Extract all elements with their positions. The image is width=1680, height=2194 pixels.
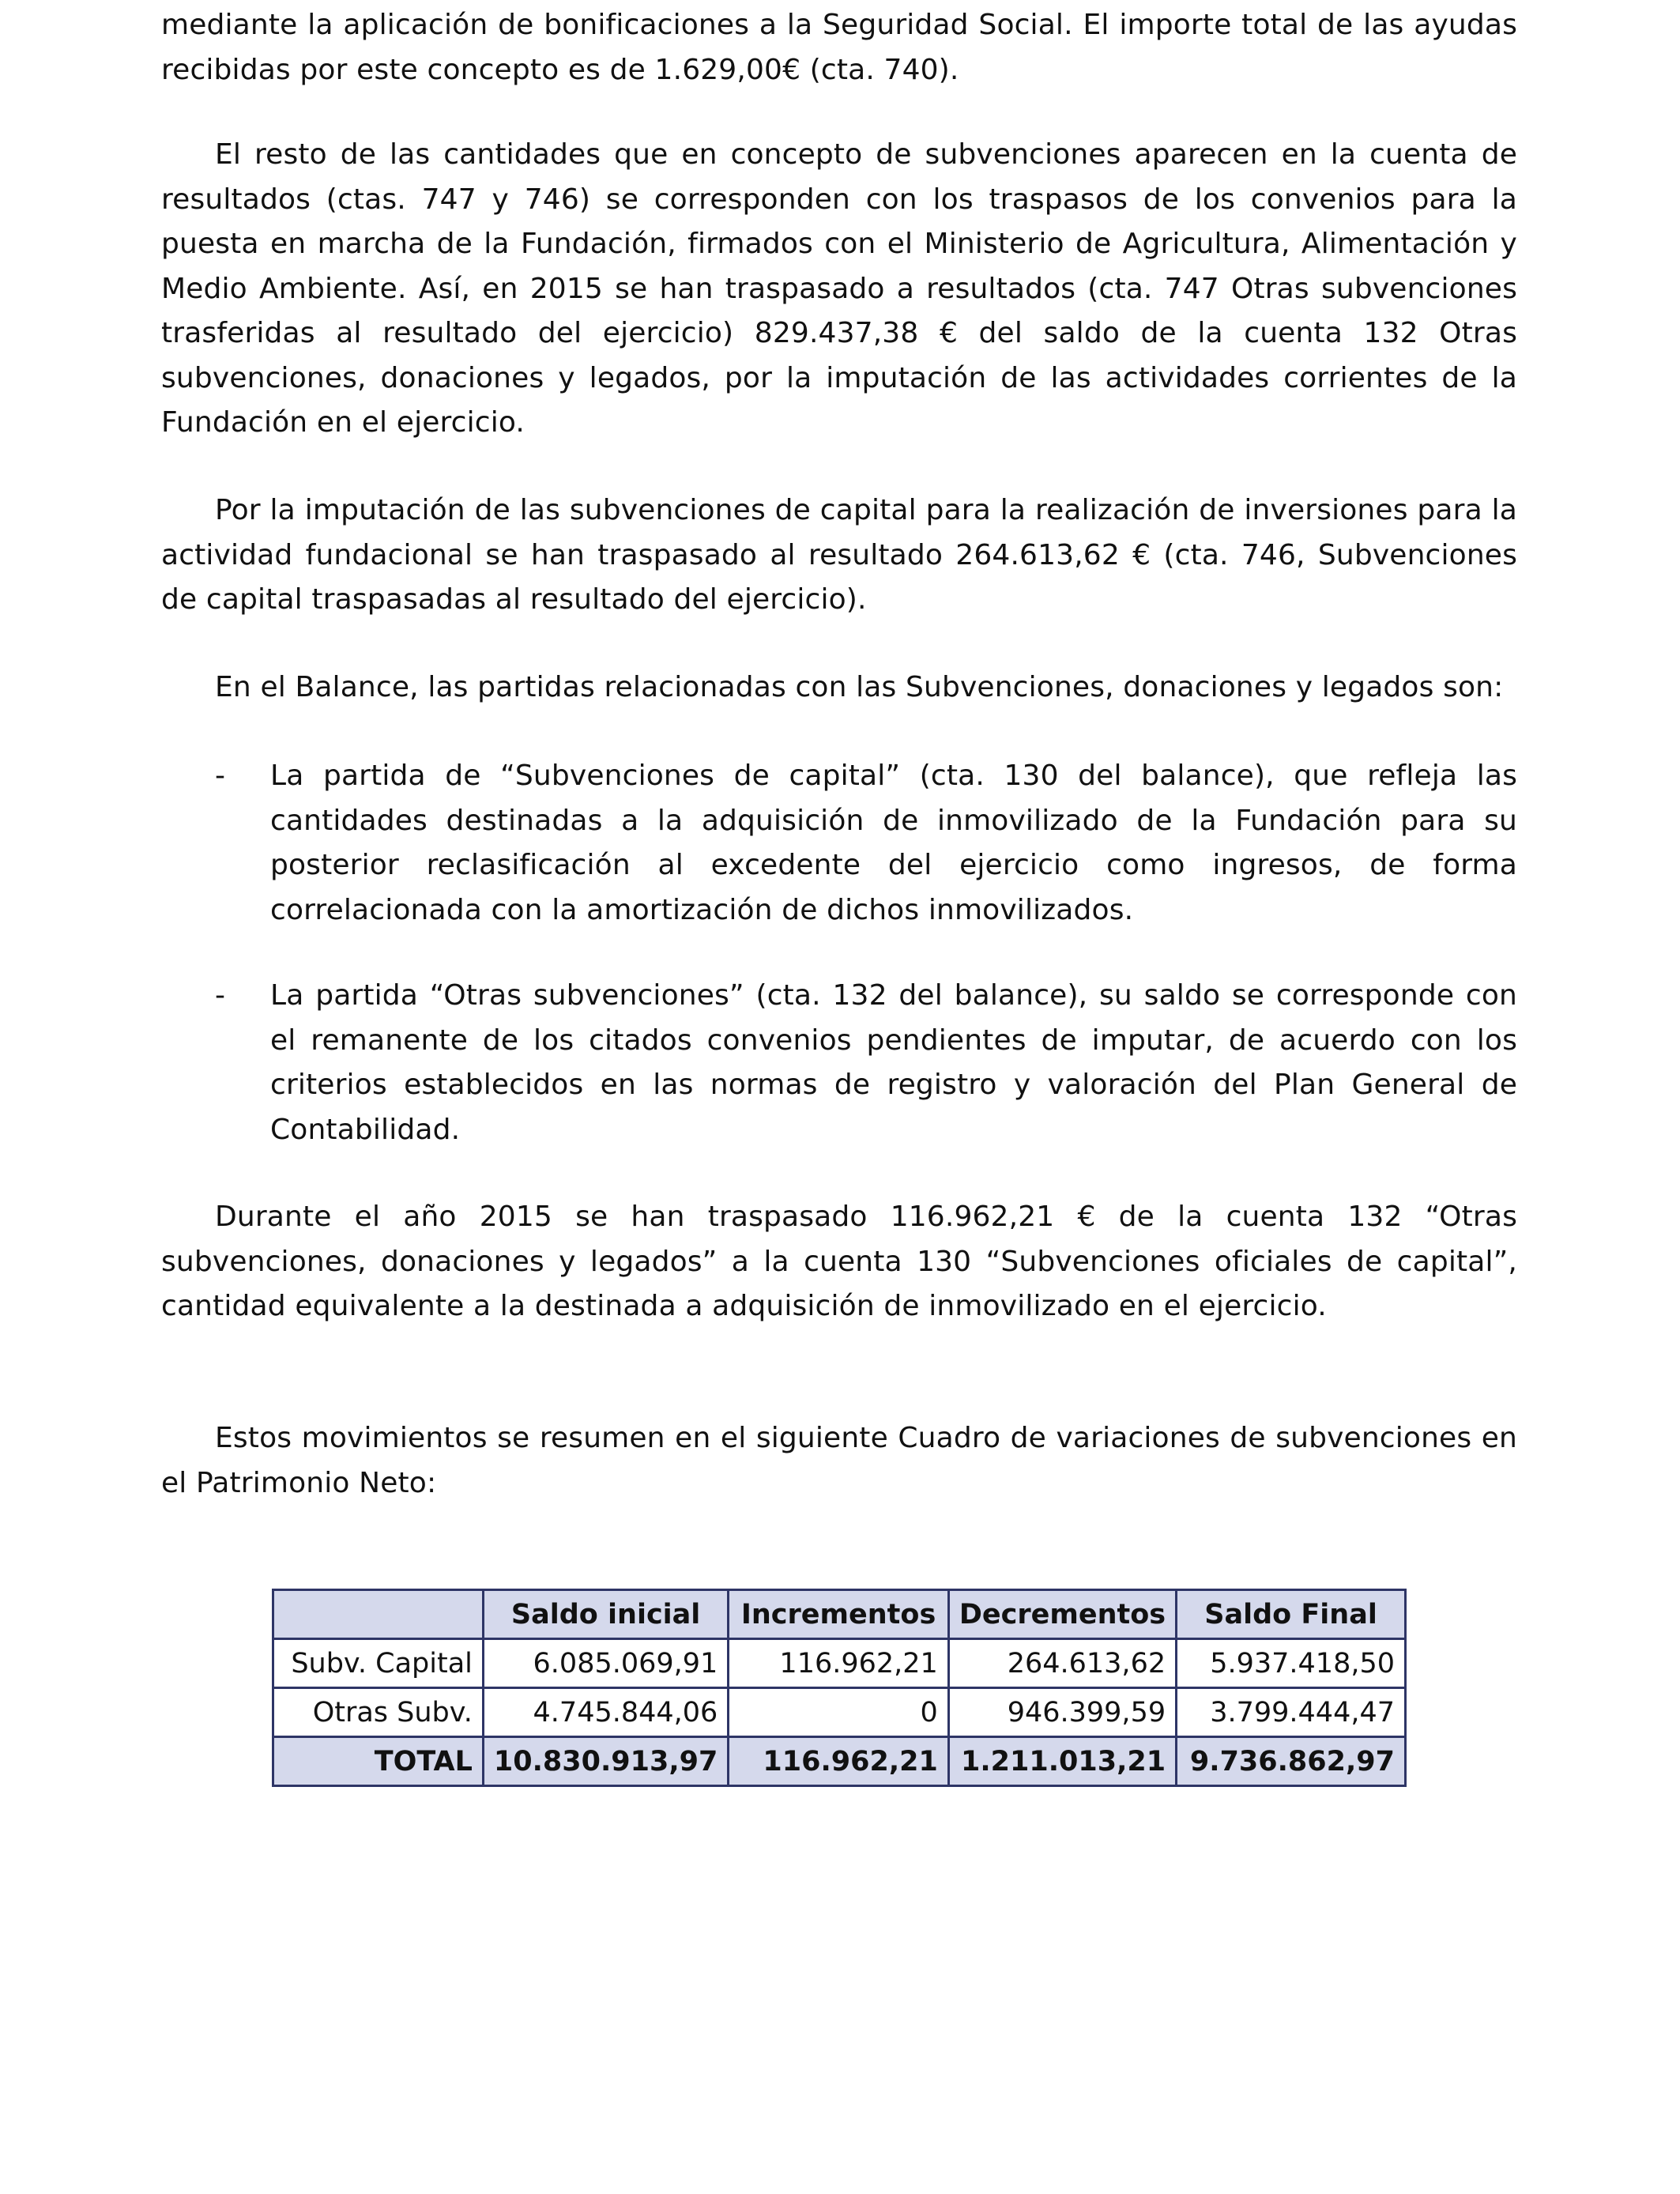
- table-cell: 116.962,21: [729, 1639, 949, 1688]
- table-header-cell: Saldo Final: [1177, 1590, 1406, 1639]
- row-label: Otras Subv.: [273, 1688, 484, 1737]
- paragraph-subvenciones-capital: Por la imputación de las subvenciones de capital para la realización de inversiones para la actividad fundacional se han traspasado al resultado 264.613,62 € (cta. 746, Subvenciones de capital traspasadas al resultado del ejercicio).: [161, 494, 1517, 616]
- bullet-text: La partida “Otras subvenciones” (cta. 132 del balance), su saldo se corresponde con el remanente de los citados convenios pendientes de imputar, de acuerdo con los criterios establecidos en las normas de registro y valoración del Plan General de Contabilidad.: [270, 979, 1517, 1146]
- bullet-item-subvenciones-capital: [161, 754, 1517, 933]
- bullet-item-otras-subvenciones: [161, 974, 1517, 1152]
- table-cell: 6.085.069,91: [483, 1639, 728, 1688]
- table-cell: 1.211.013,21: [948, 1737, 1176, 1786]
- bullet-dash: -: [215, 979, 225, 1012]
- bullet-dash: -: [215, 760, 225, 792]
- paragraph-balance-partidas: En el Balance, las partidas relacionadas con las Subvenciones, donaciones y legados son:: [215, 671, 1504, 703]
- table-header-row: [273, 1590, 1406, 1639]
- paragraph-bonificaciones: mediante la aplicación de bonificaciones a la Seguridad Social. El importe total de las ayudas recibidas por este concepto es de 1.629,00€ (cta. 740).: [161, 9, 1517, 86]
- table-row: [273, 1688, 1406, 1737]
- table-total-row: [273, 1737, 1406, 1786]
- table-row: [273, 1639, 1406, 1688]
- table-header-cell: [273, 1590, 484, 1639]
- paragraph-resumen-cuadro: Estos movimientos se resumen en el siguiente Cuadro de variaciones de subvenciones en el Patrimonio Neto:: [161, 1422, 1517, 1499]
- row-label: TOTAL: [273, 1737, 484, 1786]
- table-cell: 0: [729, 1688, 949, 1737]
- table-header-cell: Incrementos: [729, 1590, 949, 1639]
- table-cell: 116.962,21: [729, 1737, 949, 1786]
- paragraph-traspaso-2015: Durante el año 2015 se han traspasado 116.962,21 € de la cuenta 132 “Otras subvenciones, donaciones y legados” a la cuenta 130 “Subvenciones oficiales de capital”, cantidad equivalente a la destinada a adquisición de inmovilizado en el ejercicio.: [161, 1201, 1517, 1322]
- row-label: Subv. Capital: [273, 1639, 484, 1688]
- table-cell: 264.613,62: [948, 1639, 1176, 1688]
- paragraph-traspasos-convenios: El resto de las cantidades que en concepto de subvenciones aparecen en la cuenta de resultados (ctas. 747 y 746) se corresponden con los traspasos de los convenios para la puesta en marcha de la Fundación, firmados con el Ministerio de Agricultura, Alimentación y Medio Ambiente. Así, en 2015 se han traspasado a resultados (cta. 747 Otras subvenciones trasferidas al resultado del ejercicio) 829.437,38 € del saldo de la cuenta 132 Otras subvenciones, donaciones y legados, por la imputación de las actividades corrientes de la Fundación en el ejercicio.: [161, 138, 1517, 439]
- table-cell: 946.399,59: [948, 1688, 1176, 1737]
- table-cell: 4.745.844,06: [483, 1688, 728, 1737]
- bullet-text: La partida de “Subvenciones de capital” (cta. 130 del balance), que refleja las cantidades destinadas a la adquisición de inmovilizado de la Fundación para su posterior reclasificación al excedente del ejercicio como ingresos, de forma correlacionada con la amortización de dichos inmovilizados.: [270, 760, 1517, 926]
- subvenciones-variation-table: [272, 1589, 1407, 1787]
- table-cell: 5.937.418,50: [1177, 1639, 1406, 1688]
- table-cell: 10.830.913,97: [483, 1737, 728, 1786]
- table-cell: 3.799.444,47: [1177, 1688, 1406, 1737]
- table-header-cell: Decrementos: [948, 1590, 1176, 1639]
- table-cell: 9.736.862,97: [1177, 1737, 1406, 1786]
- table-header-cell: Saldo inicial: [483, 1590, 728, 1639]
